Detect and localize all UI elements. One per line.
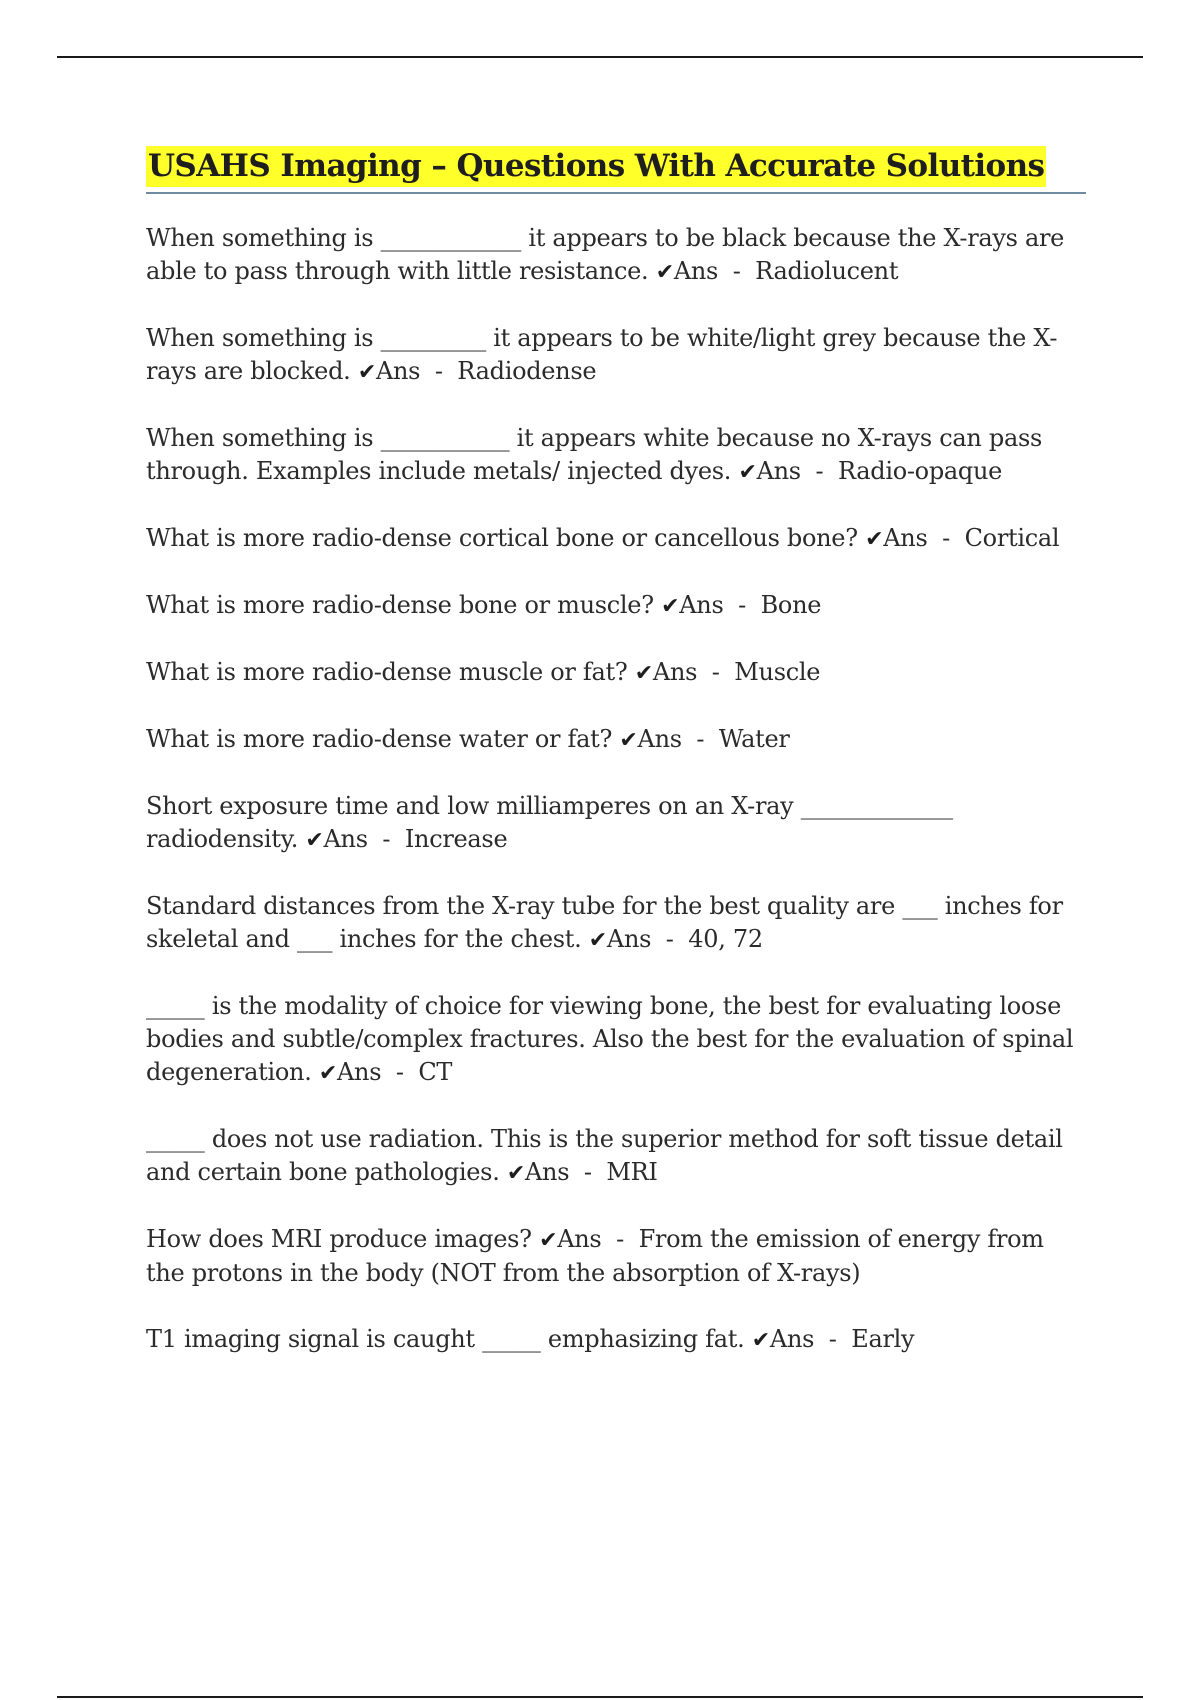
qa-item xyxy=(146,322,1086,389)
ans-label: Ans - xyxy=(756,457,838,485)
answer-text: Radiolucent xyxy=(755,257,899,285)
header-rule xyxy=(57,56,1143,58)
ans-label: Ans - xyxy=(606,925,689,953)
qa-item xyxy=(146,522,1086,556)
question-text: What is more radio-dense cortical bone or cancellous bone? xyxy=(146,524,858,552)
ans-label: Ans - xyxy=(652,658,735,686)
qa-item xyxy=(146,1123,1086,1190)
check-icon: ✔ xyxy=(751,1328,770,1353)
check-icon: ✔ xyxy=(305,828,324,853)
ans-label: Ans - xyxy=(525,1158,607,1186)
document-title: USAHS Imaging – Questions With Accurate Solutions xyxy=(146,146,1046,187)
check-icon: ✔ xyxy=(357,360,376,385)
answer-text: Early xyxy=(851,1325,915,1353)
qa-item xyxy=(146,990,1086,1090)
ans-label: Ans - xyxy=(883,524,965,552)
qa-list xyxy=(146,222,1086,1357)
question-text: How does MRI produce images? xyxy=(146,1225,532,1253)
check-icon: ✔ xyxy=(588,928,607,953)
answer-text: From the emission of energy from the protons in the body (NOT from the absorption of X-rays) xyxy=(146,1225,1044,1287)
check-icon: ✔ xyxy=(318,1061,338,1086)
question-text: Standard distances from the X-ray tube for the best quality are ___ inches for skeletal and ___ inches for the chest. xyxy=(146,892,1063,953)
qa-item xyxy=(146,656,1086,690)
qa-item xyxy=(146,890,1086,957)
qa-item xyxy=(146,222,1086,289)
answer-text: Bone xyxy=(760,591,822,619)
qa-item xyxy=(146,1223,1086,1290)
footer-rule xyxy=(57,1696,1143,1698)
check-icon: ✔ xyxy=(634,661,653,686)
question-text: When something is ____________ it appears to be black because the X-rays are able to pass through with little resistance. xyxy=(146,224,1065,285)
title-block xyxy=(146,146,1086,194)
ans-label: Ans - xyxy=(323,825,405,853)
answer-text: Muscle xyxy=(734,658,821,686)
qa-item xyxy=(146,422,1086,489)
question-text: When something is _________ it appears to be white/light grey because the X-rays are blocked. xyxy=(146,324,1058,385)
ans-label: Ans - xyxy=(557,1225,639,1253)
question-text: What is more radio-dense water or fat? xyxy=(146,725,613,753)
question-text: _____ does not use radiation. This is the superior method for soft tissue detail and certain bone pathologies. xyxy=(146,1125,1063,1186)
check-icon: ✔ xyxy=(661,594,680,619)
answer-text: CT xyxy=(418,1058,453,1086)
check-icon: ✔ xyxy=(506,1161,526,1186)
qa-item xyxy=(146,589,1086,623)
qa-item xyxy=(146,790,1086,857)
answer-text: Radiodense xyxy=(457,357,597,385)
question-text: _____ is the modality of choice for viewing bone, the best for evaluating loose bodies and subtle/complex fractures. Also the best for the evaluation of spinal degeneration. xyxy=(146,992,1074,1086)
question-text: What is more radio-dense muscle or fat? xyxy=(146,658,628,686)
question-text: When something is ___________ it appears white because no X-rays can pass through. Examples include metals/ injected dyes. xyxy=(146,424,1043,485)
answer-text: MRI xyxy=(606,1158,658,1186)
answer-text: Radio-opaque xyxy=(837,457,1003,485)
answer-text: Water xyxy=(718,725,790,753)
qa-item xyxy=(146,1323,1086,1357)
check-icon: ✔ xyxy=(619,728,638,753)
answer-text: Cortical xyxy=(964,524,1060,552)
answer-text: Increase xyxy=(404,825,508,853)
document-body xyxy=(146,146,1086,1390)
ans-label: Ans - xyxy=(673,257,756,285)
check-icon: ✔ xyxy=(865,527,884,552)
answer-text: 40, 72 xyxy=(688,925,763,953)
ans-label: Ans - xyxy=(637,725,719,753)
question-text: Short exposure time and low milliamperes on an X-ray _____________ radiodensity. xyxy=(146,792,953,853)
check-icon: ✔ xyxy=(738,460,757,485)
ans-label: Ans - xyxy=(769,1325,852,1353)
check-icon: ✔ xyxy=(655,260,674,285)
ans-label: Ans - xyxy=(337,1058,419,1086)
check-icon: ✔ xyxy=(539,1228,558,1253)
ans-label: Ans - xyxy=(375,357,458,385)
qa-item xyxy=(146,723,1086,757)
question-text: What is more radio-dense bone or muscle? xyxy=(146,591,654,619)
ans-label: Ans - xyxy=(679,591,761,619)
question-text: T1 imaging signal is caught _____ emphasizing fat. xyxy=(146,1325,745,1353)
